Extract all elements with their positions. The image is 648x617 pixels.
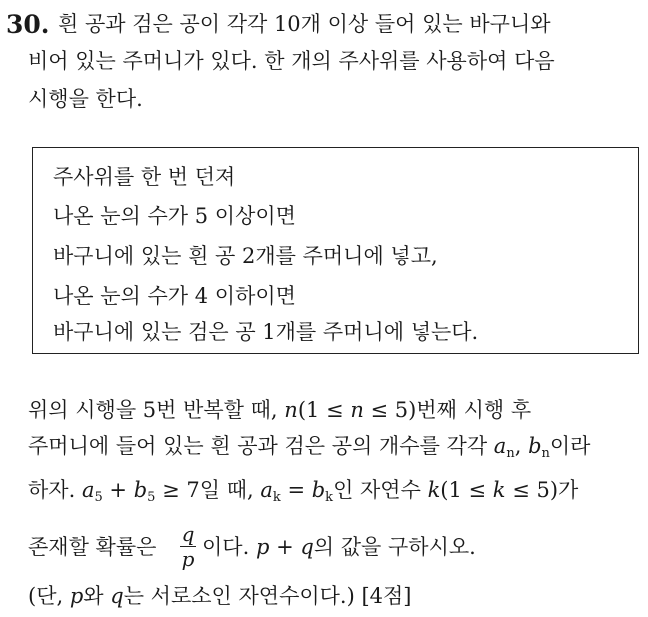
box-line-4: 나온 눈의 수가 4 이하이면 <box>53 284 296 308</box>
box-line-5: 바구니에 있는 검은 공 1개를 주머니에 넣는다. <box>53 320 479 344</box>
question-number: 30. <box>6 10 50 39</box>
box-line-2: 나온 눈의 수가 5 이상이면 <box>53 204 296 228</box>
fraction-denominator: p <box>181 547 195 571</box>
fraction-numerator: q <box>181 522 195 546</box>
body-line-4-suffix: 이다. p + q의 값을 구하시오. <box>202 535 476 559</box>
box-line-1: 주사위를 한 번 던져 <box>53 165 236 189</box>
box-line-3: 바구니에 있는 흰 공 2개를 주머니에 넣고, <box>53 244 438 268</box>
body-line-3: 하자. $a_5 + b_5 \ge 7$일 때, $a_k = b_k$인 자연수 k(1 ≤ k ≤ 5)가 <box>28 478 579 505</box>
probability-fraction <box>180 524 196 569</box>
body-line-5: (단, p와 q는 서로소인 자연수이다.) [4점] <box>28 584 412 608</box>
trial-rule-box <box>32 147 639 354</box>
body-line-4-prefix: 존재할 확률은 <box>28 535 157 559</box>
body-line-1: 위의 시행을 5번 반복할 때, n(1 ≤ n ≤ 5)번째 시행 후 <box>28 398 532 422</box>
intro-line-1: 흰 공과 검은 공이 각각 10개 이상 들어 있는 바구니와 <box>58 12 551 36</box>
body-line-2: 주머니에 들어 있는 흰 공과 검은 공의 개수를 각각 $a_n$, $b_n$이라 <box>28 434 591 461</box>
intro-line-3: 시행을 한다. <box>28 87 143 111</box>
intro-line-2: 비어 있는 주머니가 있다. 한 개의 주사위를 사용하여 다음 <box>28 49 555 73</box>
